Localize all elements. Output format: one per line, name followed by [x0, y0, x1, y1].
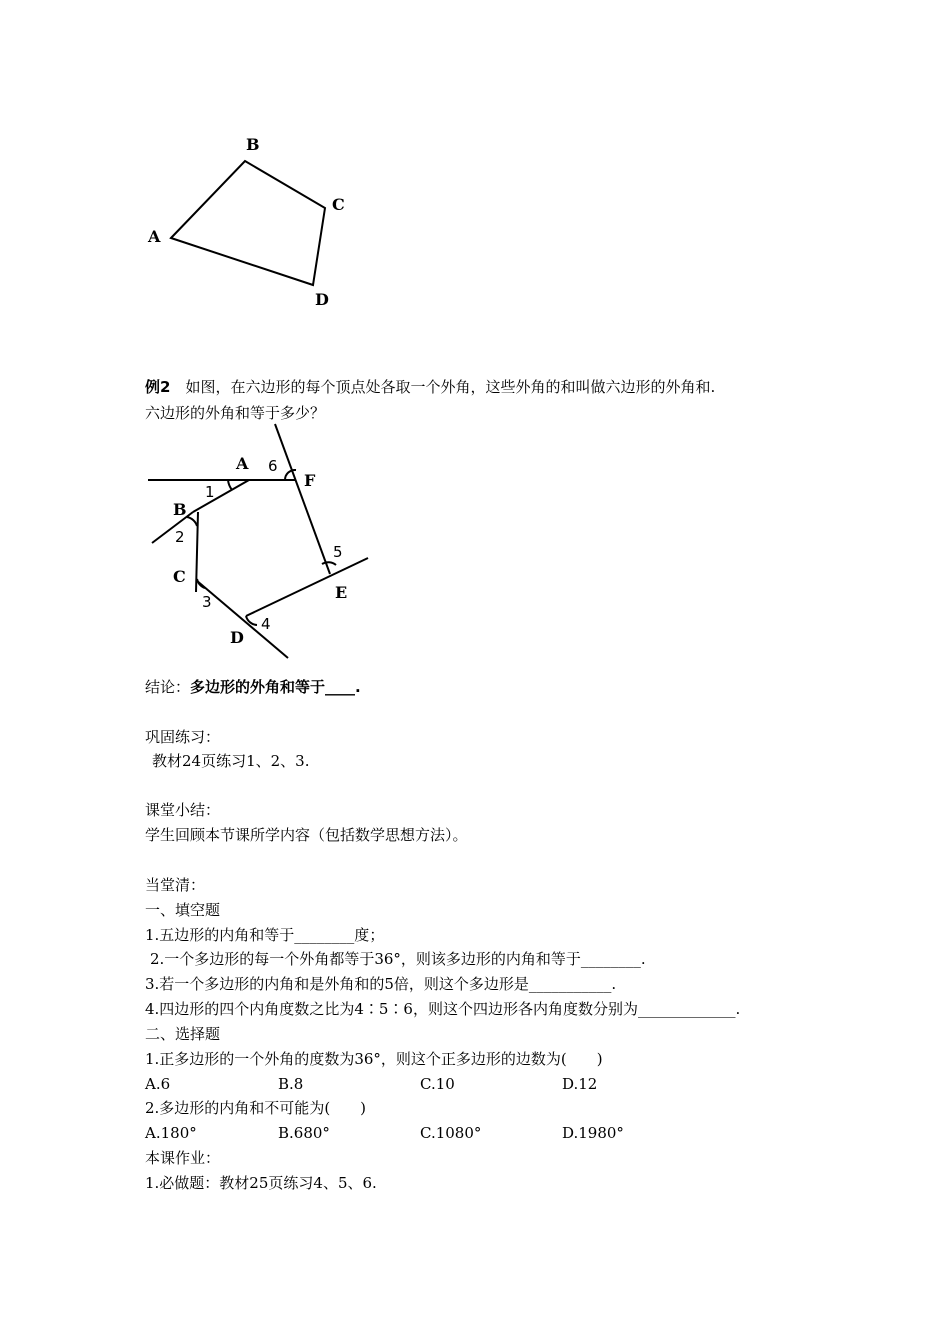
- angle-label-2: 2: [175, 528, 185, 546]
- choice-2-option-c: C.1080°: [420, 1124, 482, 1142]
- choice-1-option-c: C.10: [420, 1075, 455, 1093]
- angle-label-4: 4: [261, 615, 271, 633]
- side-ef: [275, 424, 330, 574]
- fill-question-4: 4.四边形的四个内角度数之比为4∶5∶6，则这个四边形各内角度数分别为_____________.: [145, 1000, 741, 1018]
- summary-title: 课堂小结：: [145, 801, 221, 819]
- hex-vertex-a: A: [236, 454, 249, 473]
- choice-question-2: 2.多边形的内角和不可能为( ): [145, 1099, 367, 1117]
- angle-label-1: 1: [205, 483, 215, 501]
- dangtang-title: 当堂清：: [145, 876, 206, 894]
- summary-text: 学生回顾本节课所学内容（包括数学思想方法）。: [145, 826, 468, 844]
- homework-title: 本课作业：: [145, 1149, 221, 1167]
- hexagon-figure: [0, 0, 950, 670]
- vertex-label-b: B: [246, 135, 260, 154]
- fill-question-2: 2.一个多边形的每一个外角都等于36°，则该多边形的内角和等于________.: [150, 950, 646, 968]
- vertex-label-d: D: [315, 290, 329, 309]
- practice-text: 教材24页练习1、2、3.: [152, 752, 310, 770]
- hex-vertex-c: C: [173, 567, 186, 586]
- fill-blank-section-title: 一、填空题: [145, 901, 221, 919]
- choice-1-option-a: A.6: [145, 1075, 171, 1093]
- vertex-label-a: A: [148, 227, 161, 246]
- side-de: [246, 558, 368, 616]
- fill-question-3: 3.若一个多边形的内角和是外角和的5倍，则这个多边形是___________.: [145, 975, 617, 993]
- choice-section-title: 二、选择题: [145, 1025, 221, 1043]
- conclusion: [145, 678, 361, 696]
- choice-question-1: 1.正多边形的一个外角的度数为36°，则这个正多边形的边数为( ): [145, 1050, 603, 1068]
- angle-label-6: 6: [268, 457, 278, 475]
- angle-arc-1: [228, 480, 232, 490]
- hex-vertex-f: F: [304, 471, 316, 490]
- angle-arc-5: [322, 562, 336, 565]
- hex-vertex-b: B: [173, 500, 187, 519]
- angle-arc-2: [187, 517, 197, 526]
- choice-2-option-d: D.1980°: [562, 1124, 624, 1142]
- example2-prefix: 例2: [145, 378, 171, 396]
- example2-line1-text: 如图，在六边形的每个顶点处各取一个外角，这些外角的和叫做六边形的外角和.: [170, 378, 716, 396]
- fill-question-1: 1.五边形的内角和等于________度；: [145, 926, 385, 944]
- hex-vertex-d: D: [230, 628, 244, 647]
- conclusion-text: 多边形的外角和等于____.: [190, 678, 361, 696]
- choice-2-option-a: A.180°: [145, 1124, 197, 1142]
- conclusion-label: 结论：: [145, 678, 191, 696]
- vertex-label-c: C: [332, 195, 345, 214]
- angle-label-5: 5: [333, 543, 343, 561]
- choice-2-option-b: B.680°: [278, 1124, 330, 1142]
- choice-1-option-b: B.8: [278, 1075, 304, 1093]
- hex-vertex-e: E: [335, 583, 348, 602]
- homework-text: 1.必做题：教材25页练习4、5、6.: [145, 1174, 377, 1192]
- side-ab: [193, 480, 249, 512]
- practice-title: 巩固练习：: [145, 728, 221, 746]
- choice-1-option-d: D.12: [562, 1075, 598, 1093]
- angle-label-3: 3: [202, 593, 212, 611]
- example2-line2: 六边形的外角和等于多少？: [145, 404, 326, 422]
